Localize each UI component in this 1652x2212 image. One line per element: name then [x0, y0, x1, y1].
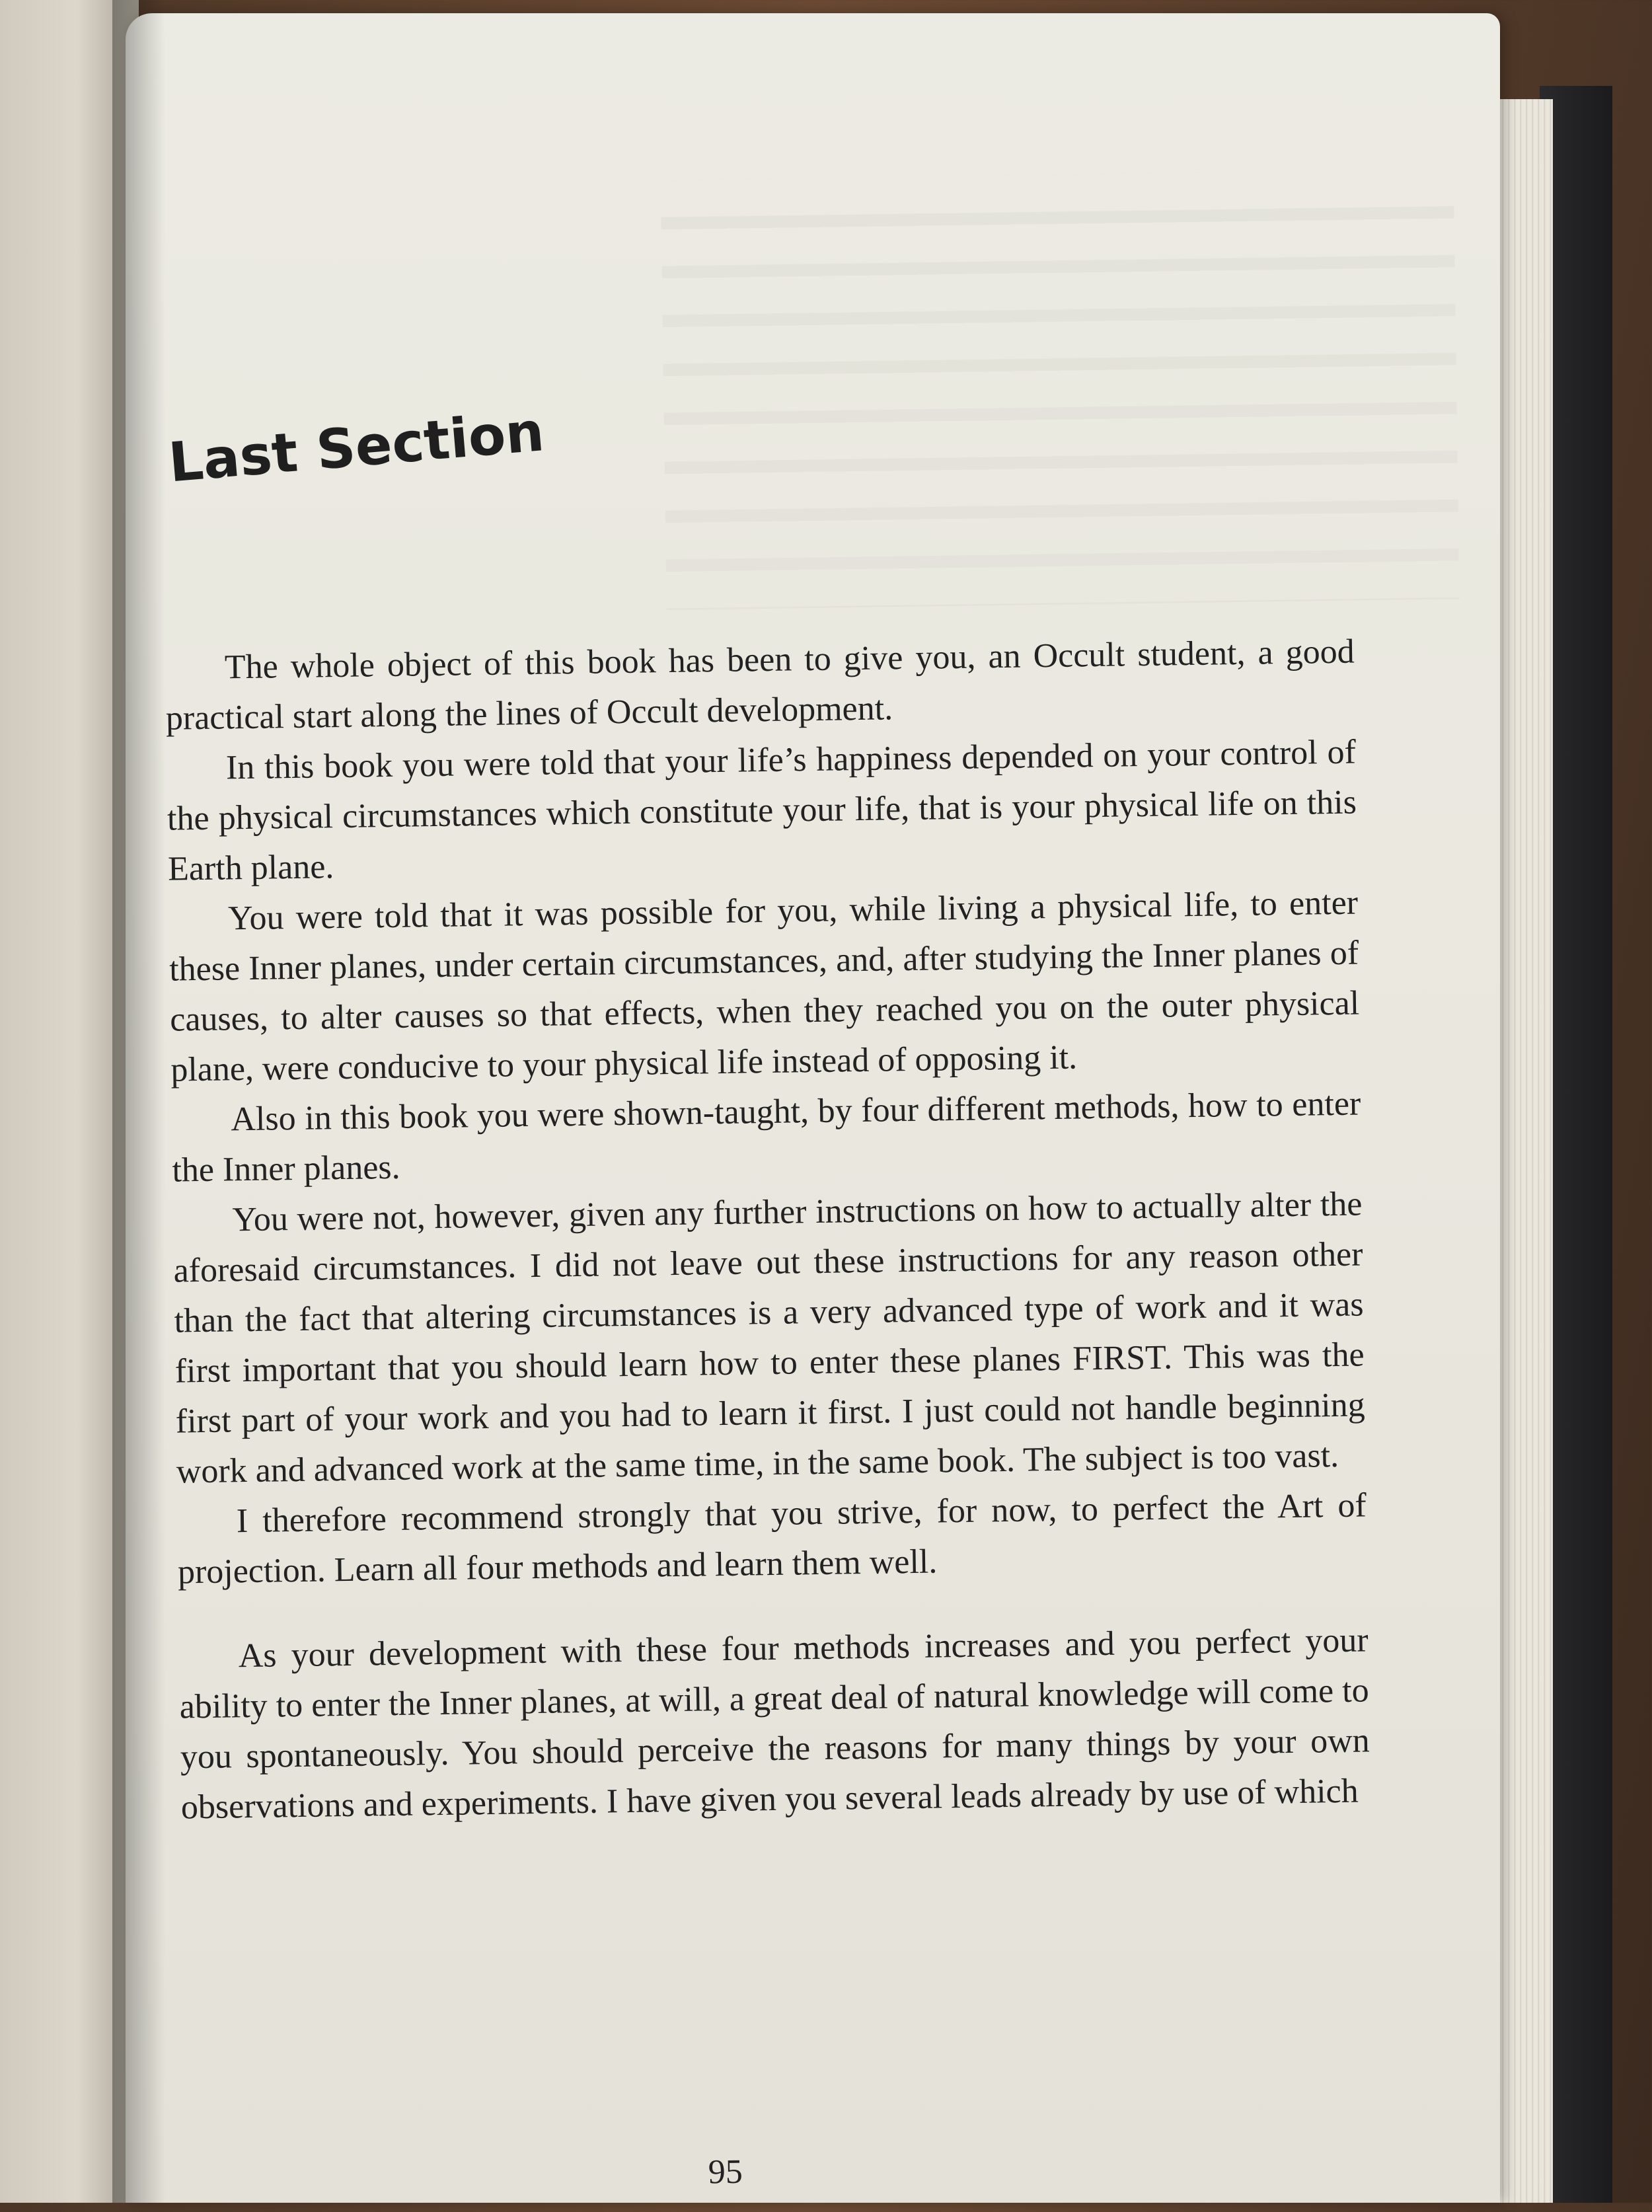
- paragraph: You were not, however, given any further instructions on how to actually alter the aforesaid circumstances. I did not leave out these instructions for any reason other than the fact that altering circumstances is a very advanced type of work and it was first important that you should learn how to enter these planes FIRST. This was the first part of your work and you had to learn it first. I just could not handle beginning work and advanced work at the same time, in the same book. The subject is too vast.: [173, 1185, 1366, 1491]
- paragraph: You were told that it was possible for you, while living a physical life, to enter these Inner planes, under certain circumstances, and, after studying the Inner planes of causes, to alter causes so that effects, when they reached you on the outer physical plane, were conducive to your physical life instead of opposing it.: [169, 884, 1360, 1089]
- body-text: [165, 627, 1370, 1833]
- bleed-through-text: [661, 169, 1460, 610]
- paragraph: The whole object of this book has been to give you, an Occult student, a good practical start along the lines of Occult development.: [165, 632, 1355, 738]
- page-number: 95: [708, 2153, 743, 2192]
- paragraph: Also in this book you were shown-taught, by four different methods, how to enter the Inner planes.: [172, 1085, 1361, 1190]
- spine-shadow: [112, 0, 165, 2203]
- book-page: [126, 13, 1500, 2203]
- section-heading: Last Section: [166, 400, 546, 495]
- paragraph: In this book you were told that your life’s happiness depended on your control of the physical circumstances which constitute your life, that is your physical life on this Earth plane.: [167, 733, 1357, 888]
- paragraph: As your development with these four methods increases and you perfect your ability to enter the Inner planes, at will, a great deal of natural knowledge will come to you spontaneously. You should perceive the reasons for many things by your own observations and experiments. I have given you several leads already by use of which: [179, 1621, 1370, 1827]
- paragraph: I therefore recommend strongly that you strive, for now, to perfect the Art of projection. Learn all four methods and learn them well.: [177, 1486, 1367, 1591]
- page-content: [116, 4, 1521, 2212]
